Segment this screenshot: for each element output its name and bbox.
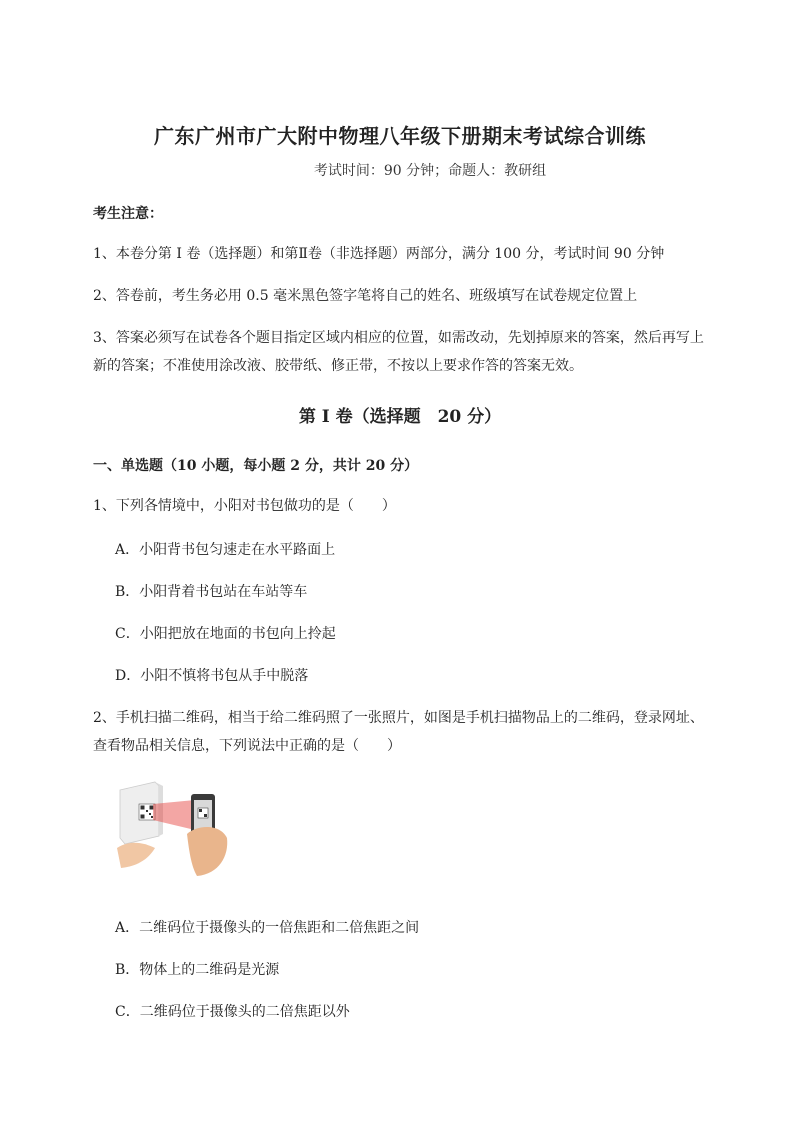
question-1-option-a[interactable]: A．小阳背书包匀速走在水平路面上 [115,542,336,558]
question-1-stem: 1、下列各情境中，小阳对书包做功的是（ ） [93,498,396,514]
notice-heading: 考生注意： [93,206,163,222]
notice-item-3: 3、答案必须写在试卷各个题目指定区域内相应的位置，如需改动，先划掉原来的答案，然后再写上新的答案；不准使用涂改液、胶带纸、修正带，不按以上要求作答的答案无效。 [93,330,704,374]
question-1-option-d[interactable]: D．小阳不慎将书包从手中脱落 [115,668,309,684]
question-1-option-b[interactable]: B．小阳背着书包站在车站等车 [115,584,308,600]
section-title: 第 I 卷（选择题 20 分） [298,407,502,427]
question-2-option-c[interactable]: C．二维码位于摄像头的二倍焦距以外 [115,1004,350,1020]
notice-item-1: 1、本卷分第 I 卷（选择题）和第Ⅱ卷（非选择题）两部分，满分 100 分，考试时间 90 分钟 [93,246,665,262]
question-1-option-c[interactable]: C．小阳把放在地面的书包向上拎起 [115,626,336,642]
qr-code-icon [139,804,155,820]
exam-info: 考试时间：90 分钟；命题人：教研组 [313,163,547,179]
question-2-stem: 2、手机扫描二维码，相当于给二维码照了一张照片，如图是手机扫描物品上的二维码，登录网址、查看物品相关信息，下列说法中正确的是（ ） [93,710,704,754]
page-title: 广东广州市广大附中物理八年级下册期末考试综合训练 [154,124,646,148]
question-2-option-b[interactable]: B．物体上的二维码是光源 [115,962,280,978]
notice-item-2: 2、答卷前，考生务必用 0.5 毫米黑色签字笔将自己的姓名、班级填写在试卷规定位置上 [93,288,638,304]
question-2-option-a[interactable]: A．二维码位于摄像头的一倍焦距和二倍焦距之间 [115,920,420,936]
qr-scan-illustration [115,778,235,880]
part-heading: 一、单选题（10 小题，每小题 2 分，共计 20 分） [93,458,419,474]
